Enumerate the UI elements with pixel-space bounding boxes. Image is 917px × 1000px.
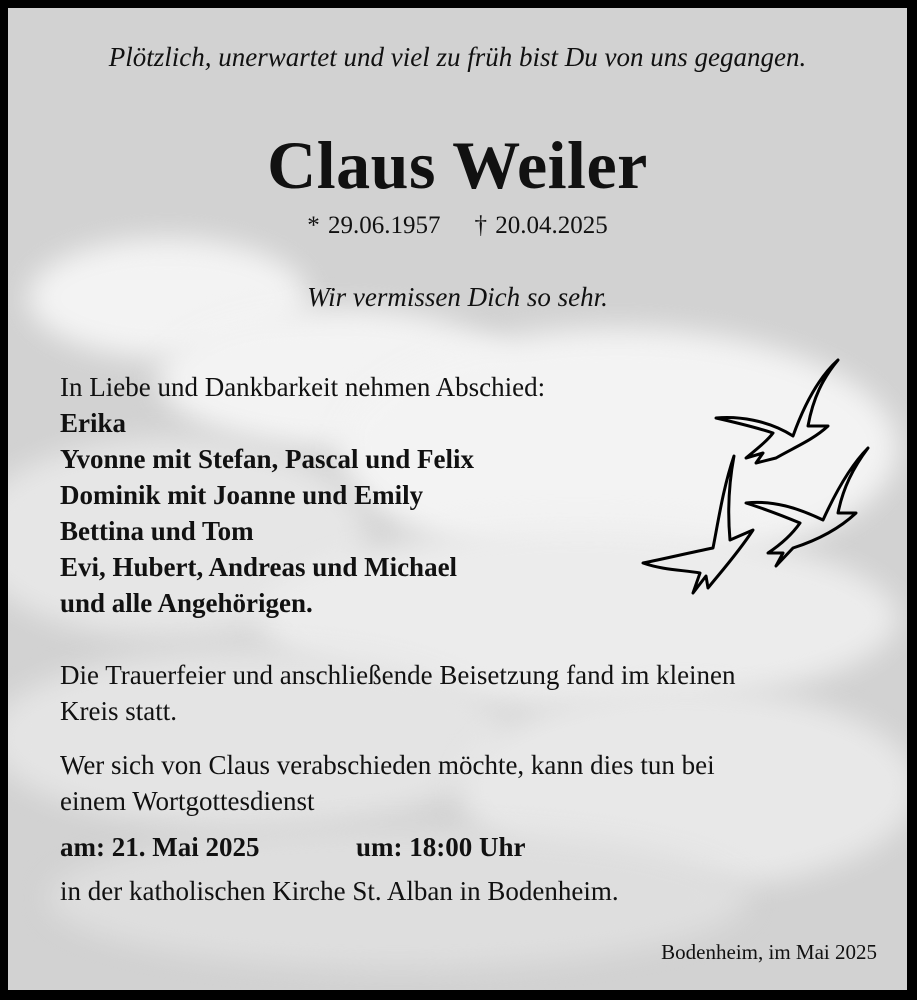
flying-birds-icon [628,348,888,608]
deceased-name: Claus Weiler [267,127,648,203]
ceremony-text-line1: Die Trauerfeier und anschließende Beisetzung fand im kleinen [60,660,736,690]
mourner-line: Evi, Hubert, Andreas und Michael [60,552,458,582]
service-location: in der katholischen Kirche St. Alban in Bodenheim. [60,876,619,906]
life-dates [8,212,907,240]
service-time: um: 18:00 Uhr [356,832,526,862]
service-text-line2: einem Wortgottesdienst [60,786,315,816]
obituary-notice [8,8,907,990]
mourner-line: Erika [60,408,127,438]
intro-text: Plötzlich, unerwartet und viel zu früh bist Du von uns gegangen. [108,42,807,72]
motto-text: Wir vermissen Dich so sehr. [307,282,608,312]
farewell-heading: In Liebe und Dankbarkeit nehmen Abschied: [60,372,546,402]
ceremony-text-line2: Kreis statt. [60,696,177,726]
death-date: † 20.04.2025 [474,212,608,239]
birth-date: * 29.06.1957 [307,212,441,239]
service-date: am: 21. Mai 2025 [60,832,260,862]
service-text-line1: Wer sich von Claus verabschieden möchte, kann dies tun bei [60,750,715,780]
signoff-text: Bodenheim, im Mai 2025 [661,940,877,964]
mourner-line: und alle Angehörigen. [60,588,313,618]
mourner-line: Bettina und Tom [60,516,254,546]
mourner-line: Dominik mit Joanne und Emily [60,480,424,510]
mourner-line: Yvonne mit Stefan, Pascal und Felix [60,444,475,474]
